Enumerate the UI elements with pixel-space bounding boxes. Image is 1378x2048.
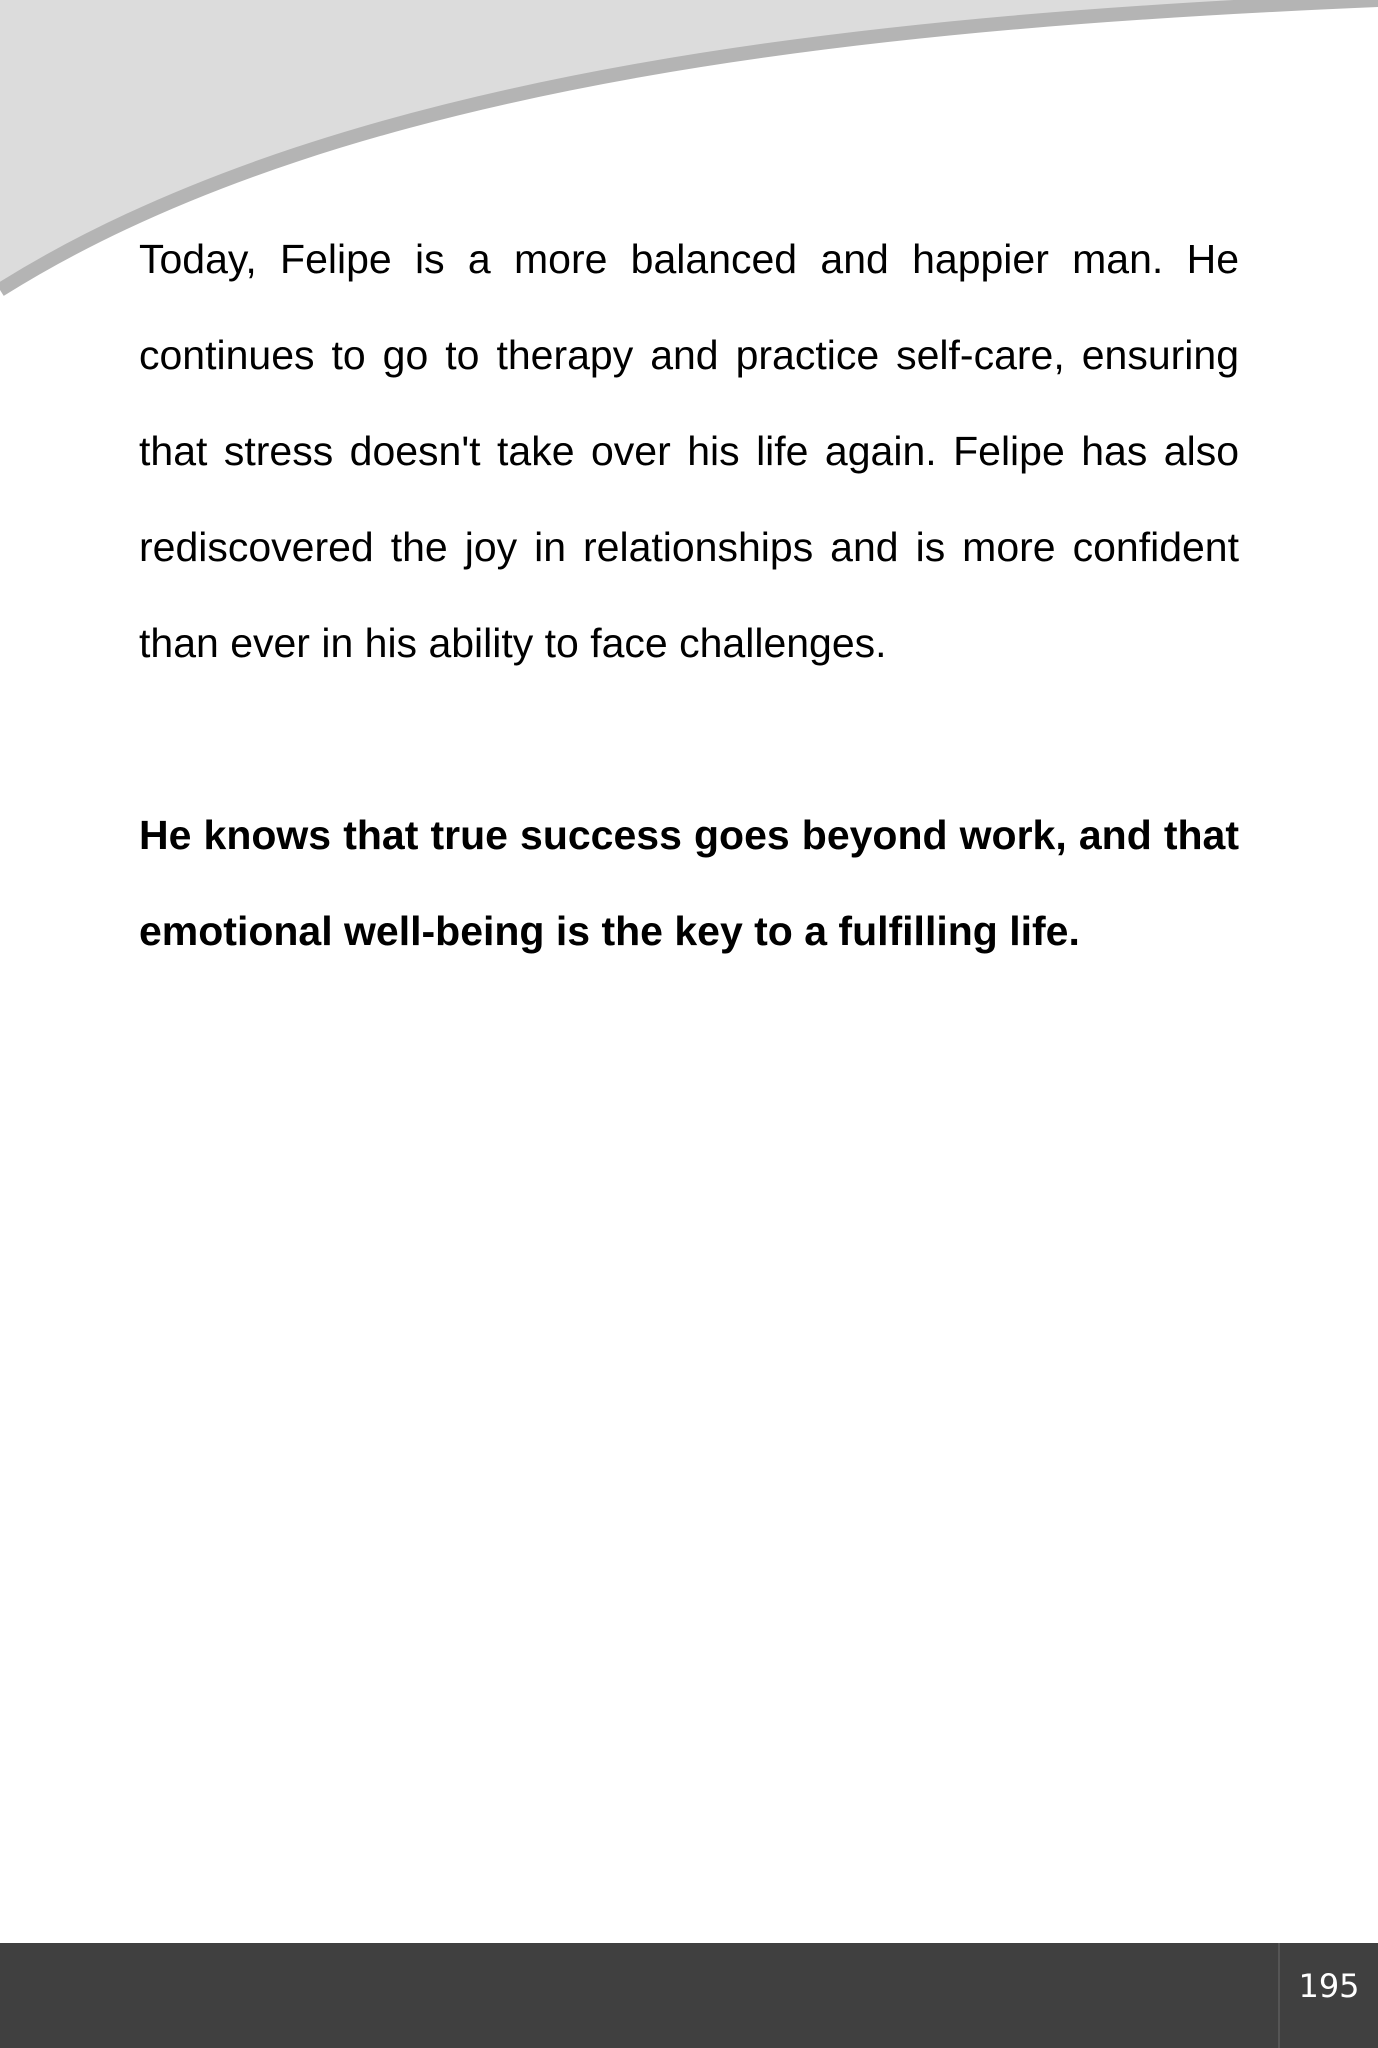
- page-content: [139, 211, 1239, 979]
- body-paragraph: Today, Felipe is a more balanced and happier man. He continues to go to therapy and practice self-care, ensuring that stress doesn't take over his life again. Felipe has also rediscovered the joy in relationships and is more confident than ever in his ability to face challenges.: [139, 236, 1239, 666]
- page-number: 195: [1298, 1967, 1360, 2005]
- page-number-box: [1278, 1943, 1378, 2048]
- footer-bar: [0, 1943, 1378, 2048]
- emphasis-paragraph: He knows that true success goes beyond work, and that emotional well-being is the key to a fulfilling life.: [139, 812, 1239, 954]
